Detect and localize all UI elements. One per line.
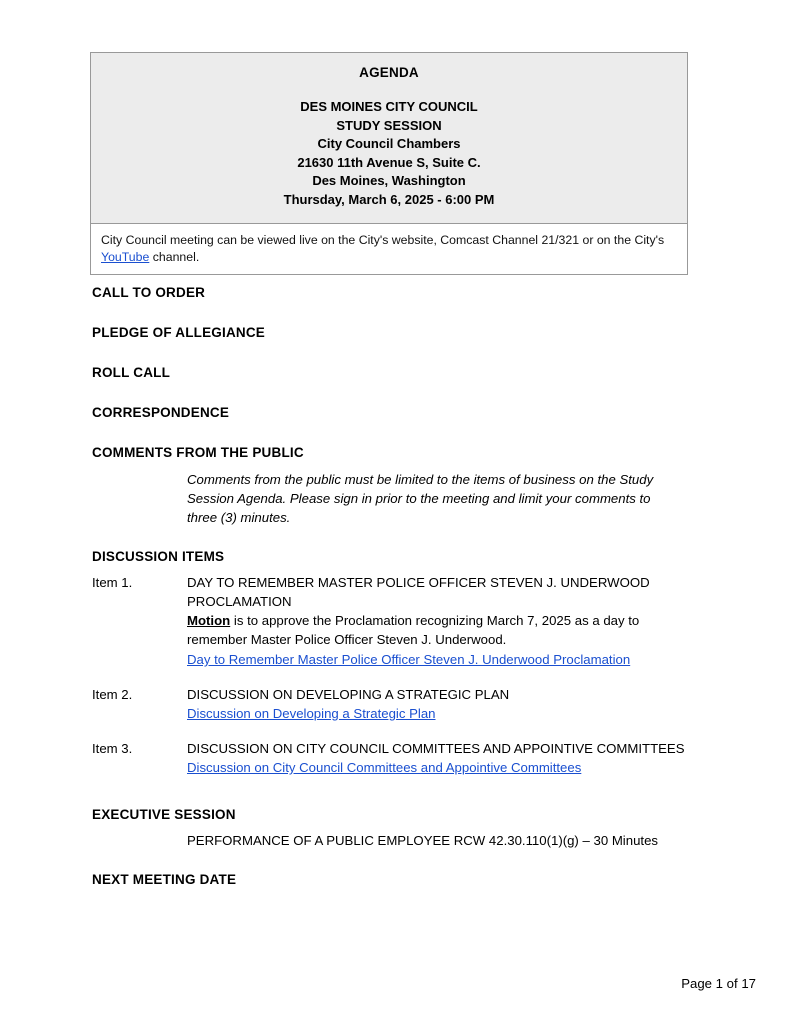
agenda-title: AGENDA [359, 65, 419, 80]
item-content [187, 686, 692, 726]
motion-keyword: Motion [187, 613, 231, 628]
executive-session-detail: PERFORMANCE OF A PUBLIC EMPLOYEE RCW 42.30.110(1)(g) – 30 Minutes [187, 832, 658, 848]
spacer [92, 731, 692, 740]
item-title: DISCUSSION ON CITY COUNCIL COMMITTEES AND APPOINTIVE COMMITTEES [187, 740, 685, 756]
item-title: DISCUSSION ON DEVELOPING A STRATEGIC PLAN [187, 686, 510, 702]
section-discussion-items: DISCUSSION ITEMS [92, 549, 225, 564]
list-item [92, 740, 692, 780]
discussion-items-list [92, 574, 692, 780]
item-number: Item 3. [92, 740, 133, 756]
item-number: Item 1. [92, 575, 133, 590]
agenda-subtitle-line-2: STUDY SESSION [336, 117, 442, 133]
section-pledge-of-allegiance: PLEDGE OF ALLEGIANCE [92, 325, 266, 340]
section-call-to-order: CALL TO ORDER [92, 285, 206, 300]
youtube-link[interactable]: YouTube [101, 249, 150, 264]
agenda-header-box [90, 52, 688, 275]
item-attachment [187, 705, 692, 724]
item-attachment-link[interactable]: Day to Remember Master Police Officer Steven J. Underwood Proclamation [187, 652, 631, 667]
section-executive-session: EXECUTIVE SESSION [92, 806, 236, 822]
agenda-body [92, 285, 692, 912]
item-content [187, 740, 692, 780]
broadcast-note [91, 224, 687, 274]
public-comments-note: Comments from the public must be limited to the items of business on the Study Session Agenda. Please sign in prior to the meeting and limit your comments to three (3) minutes. [187, 472, 654, 525]
item-title: DAY TO REMEMBER MASTER POLICE OFFICER STEVEN J. UNDERWOOD PROCLAMATION [187, 575, 650, 609]
broadcast-note-text-before: City Council meeting can be viewed live on the City's website, Comcast Channel 21/321 or on the City's [101, 233, 665, 247]
item-attachment [187, 651, 692, 670]
motion-text: is to approve the Proclamation recognizing March 7, 2025 as a day to remember Master Police Officer Steven J. Underwood. [187, 613, 640, 647]
list-item [92, 686, 692, 726]
item-attachment-link[interactable]: Discussion on City Council Committees and Appointive Committees [187, 760, 582, 775]
section-next-meeting-date: NEXT MEETING DATE [92, 872, 237, 887]
spacer [92, 785, 692, 807]
section-comments-from-the-public: COMMENTS FROM THE PUBLIC [92, 445, 304, 460]
item-motion [187, 612, 692, 649]
page-footer: Page 1 of 17 [681, 976, 756, 991]
agenda-header-top [91, 53, 687, 224]
agenda-datetime: Thursday, March 6, 2025 - 6:00 PM [283, 191, 495, 207]
item-attachment [187, 759, 692, 778]
item-content [187, 574, 692, 672]
spacer [92, 677, 692, 686]
agenda-address: 21630 11th Avenue S, Suite C. [297, 154, 481, 170]
broadcast-note-text-after: channel. [149, 249, 200, 264]
section-correspondence: CORRESPONDENCE [92, 405, 230, 420]
agenda-subtitle-line-1: DES MOINES CITY COUNCIL [300, 99, 478, 114]
agenda-city-state: Des Moines, Washington [312, 173, 466, 188]
agenda-venue: City Council Chambers [317, 136, 461, 151]
item-attachment-link[interactable]: Discussion on Developing a Strategic Plan [187, 706, 436, 721]
list-item [92, 574, 692, 672]
section-roll-call: ROLL CALL [92, 365, 171, 380]
item-number: Item 2. [92, 686, 133, 702]
